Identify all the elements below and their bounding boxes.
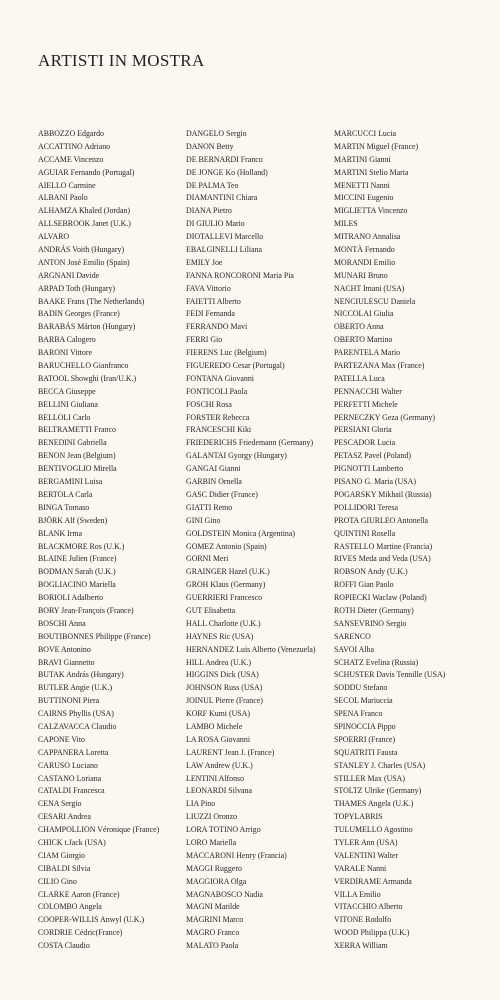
- artist-name: MAGGIORA Olga: [186, 876, 247, 886]
- artist-name: HERNANDEZ Luis Alberto (Venezuela): [186, 644, 316, 654]
- artist-name: BOVE Antonino: [38, 644, 91, 654]
- artist-name: CHAMPOLLION Véronique (France): [38, 825, 160, 835]
- artist-name: PARTEZANA Max (France): [334, 361, 425, 371]
- artist-name: NACHT Imani (USA): [334, 283, 405, 293]
- artist-name: ROFFI Gian Paolo: [334, 580, 394, 590]
- artist-name: LEONARDI Silvana: [186, 786, 252, 796]
- artist-name: MIGLIETTA Vincenzo: [334, 206, 408, 216]
- artist-name: VARALE Nanni: [334, 863, 387, 873]
- artist-name: OBERTO Anna: [334, 322, 384, 332]
- artist-name: ALBANI Paolo: [38, 193, 88, 203]
- artist-name: DI GIULIO Mario: [186, 219, 245, 229]
- artist-name: LA ROSA Giovanni: [186, 734, 251, 744]
- artist-name: PATELLA Luca: [334, 373, 385, 383]
- artist-name: MARTIN Miguel (France): [334, 141, 419, 151]
- artist-name: MARTINI Gianni: [334, 154, 391, 164]
- artist-name: SQUATRITI Fausta: [334, 747, 398, 757]
- artist-name: FOSCHI Rosa: [186, 399, 232, 409]
- artist-name: MITRANO Annalisa: [334, 232, 401, 242]
- artist-name: CAIRNS Phyllis (USA): [38, 709, 114, 719]
- artist-name: FONTICOLI Paola: [186, 386, 248, 396]
- artist-column-3: [334, 128, 445, 953]
- artist-name: AGUIAR Fernando (Portugal): [38, 167, 135, 177]
- artist-name: LIA Pino: [186, 799, 216, 809]
- artist-name: CHICK t.Jack (USA): [38, 837, 106, 847]
- artist-name: SPINOCCIA Pippo: [334, 721, 396, 731]
- artist-name: MALATO Paola: [186, 941, 239, 951]
- artist-name: MACCARONI Henry (Francia): [186, 850, 287, 860]
- artist-name: BLAINE Julien (France): [38, 554, 117, 564]
- artist-name: SARENCO: [334, 631, 371, 641]
- artist-name: CAPPANERA Loretta: [38, 747, 109, 757]
- artist-name: SAVOI Alba: [334, 644, 374, 654]
- artist-name: BARABÁS Márton (Hungary): [38, 322, 136, 332]
- artist-name: DE PALMA Teo: [186, 180, 239, 190]
- artist-name: ACCATTINO Adriano: [38, 141, 111, 151]
- artist-name: ABBOZZO Edgardo: [38, 129, 104, 138]
- artist-name: PERSIANI Gloria: [334, 425, 392, 435]
- artist-name: SPENA Franco: [334, 709, 383, 719]
- artist-name: LAMBO Michele: [186, 721, 243, 731]
- artist-name: SODDU Stefano: [334, 683, 388, 693]
- artist-name: FAVA Vittorio: [186, 283, 231, 293]
- artist-name: PERNECZKY Geza (Germany): [334, 412, 435, 422]
- page-title: ARTISTI IN MOSTRA: [38, 51, 205, 70]
- artist-name: COLOMBO Angela: [38, 902, 102, 912]
- artist-name: DE JONGE Ko (Holland): [186, 167, 268, 177]
- artist-name: PETASZ Pavel (Poland): [334, 451, 411, 461]
- artist-name: THAMES Angela (U.K.): [334, 799, 414, 809]
- artist-name: PESCADOR Lucia: [334, 438, 396, 448]
- artist-name: LIUZZI Oronzo: [186, 812, 238, 822]
- artist-name: SANSEVRINO Sergio: [334, 618, 407, 628]
- artist-name: COOPER-WILLIS Anwyl (U.K.): [38, 915, 145, 925]
- artist-name: FERRANDO Mavi: [186, 322, 248, 332]
- artist-name: PENNACCHI Walter: [334, 386, 402, 396]
- artist-name: ANTON José Emilio (Spain): [38, 257, 130, 267]
- artist-name: HILL Andrea (U.K.): [186, 657, 252, 667]
- artist-name: GASC Didier (France): [186, 489, 258, 499]
- artist-name: BELLINI Giuliana: [38, 399, 98, 409]
- artist-name: EBALGINELLI Liliana: [186, 245, 263, 255]
- artist-name: LORA TOTINO Arrigo: [186, 825, 261, 835]
- artist-name: DIAMANTINI Chiara: [186, 193, 258, 203]
- artist-name: VITACCHIO Alberto: [334, 902, 403, 912]
- artist-name: STANLEY J. Charles (USA): [334, 760, 426, 770]
- artist-name: GROH Klaus (Germany): [186, 580, 266, 590]
- artist-name: PERFETTI Michele: [334, 399, 398, 409]
- artist-name: ARGNANI Davide: [38, 270, 100, 280]
- artist-name: CASTANO Loriana: [38, 773, 102, 783]
- artist-name: GRAINGER Hazel (U.K.): [186, 567, 270, 577]
- artist-name: FERRI Gio: [186, 335, 223, 345]
- artist-name: MONTÀ Fernando: [334, 245, 395, 255]
- artist-name: DANON Betty: [186, 141, 234, 151]
- artist-name: GINI Gino: [186, 515, 221, 525]
- artist-name: GUERRIERI Francesco: [186, 593, 263, 603]
- artist-name: BADIN Georges (France): [38, 309, 120, 319]
- artist-name: STOLTZ Ulrike (Germany): [334, 786, 422, 796]
- artist-name: BOUTIBONNES Philippe (France): [38, 631, 151, 641]
- artist-name: AIELLO Carmine: [38, 180, 96, 190]
- artist-name: MAGNABOSCO Nadia: [186, 889, 263, 899]
- artist-name: MAGGI Ruggero: [186, 863, 242, 873]
- artist-name: PIGNOTTI Lamberto: [334, 464, 404, 474]
- artist-name: GOLDSTEIN Monica (Argentina): [186, 528, 295, 538]
- artist-name: HALL Charlotte (U.K.): [186, 618, 261, 628]
- artist-name: NENCIULESCU Daniela: [334, 296, 416, 306]
- artist-name: BENTIVOGLIO Mirella: [38, 464, 117, 474]
- artist-name: PARENTELA Mario: [334, 348, 401, 358]
- artist-name: GOMEZ Antonio (Spain): [186, 541, 267, 551]
- artist-name: FRIEDERICHS Friedemann (Germany): [186, 438, 314, 448]
- artist-name: MAGRO Franco: [186, 928, 240, 938]
- artist-name: FONTANA Giovanni: [186, 373, 254, 383]
- artist-name: CORDRIE Cédric(France): [38, 928, 123, 938]
- artist-name: LAW Andrew (U.K.): [186, 760, 253, 770]
- artist-name: MORANDI Emilio: [334, 257, 396, 267]
- artist-name: GIATTI Remo: [186, 502, 233, 512]
- artist-name: ROBSON Andy (U.K.): [334, 567, 408, 577]
- artist-name: QUINTINI Rosella: [334, 528, 396, 538]
- artist-name: BERTOLA Carla: [38, 489, 93, 499]
- artist-name: COSTA Claudio: [38, 941, 90, 951]
- artist-name: BUTTINONI Piera: [38, 696, 100, 706]
- artist-name: FORSTER Rebecca: [186, 412, 250, 422]
- artist-name: BOSCHI Anna: [38, 618, 86, 628]
- artist-name: BARBA Calogero: [38, 335, 96, 345]
- artist-name: BENEDINI Gabriella: [38, 438, 107, 448]
- artist-name: GARBIN Ornella: [186, 477, 242, 487]
- artist-name: DIANA Pietro: [186, 206, 232, 216]
- artist-name: LAURENT Jean J. (France): [186, 747, 275, 757]
- artist-name: MAGRINI Marco: [186, 915, 244, 925]
- artist-name: CAPONE Vito: [38, 734, 85, 744]
- artist-name: JOINUL Pierre (France): [186, 696, 263, 706]
- artist-name: POLLIDORI Teresa: [334, 502, 398, 512]
- artist-name: CENA Sergio: [38, 799, 82, 809]
- artist-name: CESARI Andrea: [38, 812, 91, 822]
- artist-name: MENETTI Nanni: [334, 180, 390, 190]
- artist-name: STILLER Max (USA): [334, 773, 406, 783]
- artist-name: ROTH Dieter (Germany): [334, 605, 414, 615]
- artist-name: ALVARO: [38, 232, 70, 242]
- artist-name: RIVES Meda and Veda (USA): [334, 554, 431, 564]
- artist-name: BLANK Irma: [38, 528, 83, 538]
- artist-name: TULUMELLO Agostino: [334, 825, 413, 835]
- artist-name: GUT Elisabetta: [186, 605, 236, 615]
- artist-name: CILIO Gino: [38, 876, 77, 886]
- artist-name: VALENTINI Walter: [334, 850, 399, 860]
- artist-name: CARUSO Luciano: [38, 760, 98, 770]
- artist-name: SCHATZ Evelina (Russia): [334, 657, 419, 667]
- artist-name: MARTINI Stelio Maria: [334, 167, 409, 177]
- artist-name: KORF Kumi (USA): [186, 709, 251, 719]
- artist-name: GALANTAI Gyorgy (Hungary): [186, 451, 287, 461]
- artist-column-1: [38, 128, 159, 953]
- artist-name: ALHAMZA Khaled (Jordan): [38, 206, 131, 216]
- artist-name: MICCINI Eugenio: [334, 193, 394, 203]
- artist-name: DE BERNARDI Franco: [186, 154, 263, 164]
- artist-name: MUNARI Bruno: [334, 270, 388, 280]
- artist-column-2: [186, 128, 316, 953]
- artist-name: FANNA RONCORONI Maria Pia: [186, 270, 294, 280]
- artist-name: BRAVI Giannetto: [38, 657, 95, 667]
- artist-name: BENON Jean (Belgium): [38, 451, 116, 461]
- artist-name: BOGLIACINO Mariella: [38, 580, 116, 590]
- artist-name: ANDRÁS Voith (Hungary): [38, 245, 125, 255]
- artist-name: ARPAD Toth (Hungary): [38, 283, 116, 293]
- artist-name: BARUCHELLO Gianfranco: [38, 361, 129, 371]
- artist-name: ACCAME Vincenzo: [38, 154, 104, 164]
- artist-name: SPOERRI (France): [334, 734, 396, 744]
- artist-name: BORIOLI Adalberto: [38, 593, 104, 603]
- artist-name: BELTRAMETTI Franco: [38, 425, 116, 435]
- artist-name: CALZAVACCA Claudio: [38, 721, 117, 731]
- artist-name: ROPIECKI Waclaw (Poland): [334, 593, 427, 603]
- artist-name: VERDIRAME Armanda: [334, 876, 412, 886]
- artist-name: MILES: [334, 219, 358, 229]
- artist-name: BORY Jean-François (France): [38, 605, 134, 615]
- artist-name: TOPYLABRIS: [334, 812, 383, 822]
- artist-name: VITONE Rodolfo: [334, 915, 392, 925]
- artist-name: BECCA Giuseppe: [38, 386, 96, 396]
- artist-name: GANGAI Gianni: [186, 464, 241, 474]
- artist-name: SCHUSTER Davis Tennille (USA): [334, 670, 446, 680]
- artist-name: MAGNI Marilde: [186, 902, 240, 912]
- artist-name: DIOTALLEVI Marcello: [186, 232, 264, 242]
- artist-name: BJÖRK Alf (Sweden): [38, 515, 108, 525]
- artist-name: LORO Mariella: [186, 837, 237, 847]
- artist-name: HAYNES Ric (USA): [186, 631, 254, 641]
- artist-name: FIERENS Luc (Belgium): [186, 348, 267, 358]
- artist-name: HIGGINS Dick (USA): [186, 670, 259, 680]
- artist-name: CLARKE Aaron (France): [38, 889, 120, 899]
- artist-name: ALLSEBROOK Janet (U.K.): [38, 219, 131, 229]
- artist-name: BELLOLI Carlo: [38, 412, 91, 422]
- artist-name: LENTINI Alfonso: [186, 773, 245, 783]
- artist-name: OBERTO Martino: [334, 335, 393, 345]
- artist-name: SECOL Mariuccia: [334, 696, 393, 706]
- artist-name: CIBALDI Silvia: [38, 863, 91, 873]
- artist-name: BUTLER Angie (U.K.): [38, 683, 113, 693]
- artist-name: CIAM Giorgio: [38, 850, 85, 860]
- artist-name: JOHNSON Russ (USA): [186, 683, 263, 693]
- artist-name: BERGAMINI Luisa: [38, 477, 103, 487]
- artist-name: BUTAK András (Hungary): [38, 670, 124, 680]
- artist-name: POGARSKY Mikhail (Russia): [334, 489, 432, 499]
- artist-name: BATOOL Showghi (Iran/U.K.): [38, 373, 137, 383]
- artist-name: FIGUEREDO Cesar (Portugal): [186, 361, 285, 371]
- artist-name: PROTA GIURLEO Antonella: [334, 515, 429, 525]
- artist-name: NICCOLAI Giulia: [334, 309, 394, 319]
- artist-name: CATALDI Francesca: [38, 786, 105, 796]
- artist-name: PISANO G. Maria (USA): [334, 477, 416, 487]
- artist-name: FAIETTI Alberto: [186, 296, 241, 306]
- artist-name: FRANCESCHI Kiki: [186, 425, 252, 435]
- artist-name: BLACKMORE Ros (U.K.): [38, 541, 125, 551]
- artist-name: MARCUCCI Lucia: [334, 129, 397, 138]
- artist-name: GORNI Meri: [186, 554, 229, 564]
- artist-name: DANGELO Sergio: [186, 129, 247, 138]
- artist-name: RASTELLO Martine (Francia): [334, 541, 433, 551]
- artist-name: TYLER Ann (USA): [334, 837, 398, 847]
- artist-name: WOOD Philippa (U.K.): [334, 928, 410, 938]
- artist-name: VILLA Emilio: [334, 889, 381, 899]
- artist-name: BINGA Tomaso: [38, 502, 90, 512]
- artist-name: BODMAN Sarah (U.K.): [38, 567, 116, 577]
- artist-name: XERRA William: [334, 941, 388, 951]
- artist-name: FEDI Fernanda: [186, 309, 235, 319]
- artist-name: BARONI Vittore: [38, 348, 92, 358]
- artist-name: BAAKE Frans (The Netherlands): [38, 296, 145, 306]
- artist-name: EMILY Joe: [186, 257, 223, 267]
